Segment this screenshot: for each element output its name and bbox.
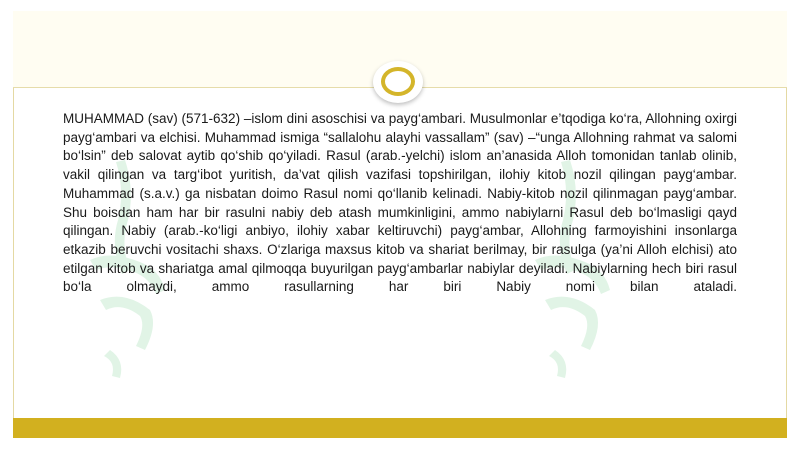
footer-accent-bar: [13, 418, 787, 438]
slide-body-text: MUHAMMAD (sav) (571-632) –islom dini asoschisi va payg‘ambari. Musulmonlar e’tqodiga ko‘ra, Allohning oxirgi payg‘ambari va elchisi. Muhammad ismiga “sallalohu alayhi vassallam” (sav) –“unga Allohning rahmat va salomi bo‘lsin” deb salovat aytib qo‘shib qo‘yiladi. Rasul (arab.-yelchi) islom an’anasida Alloh tomonidan tanlab olinib, vakil qilingan va targ‘ibot yuritish, da’vat qilish vazifasi topshirilgan, ilohiy kitob nozil qilingan payg‘ambar. Muhammad (s.a.v.) ga nisbatan doimo Rasul nomi qo‘llanib kelinadi. Nabiy-kitob nozil qilinmagan payg‘ambar. Shu boisdan ham har bir rasulni nabiy deb atash mumkinligini, ammo nabiylarni Rasul deb bo‘lmasligi qayd qilingan. Nabiy (arab.-ko‘ligi anbiyo, ilohiy xabar keltiruvchi) payg‘ambar, Allohning farmoyishini insonlarga etkazib beruvchi vositachi shaxs. O‘zlariga maxsus kitob va shariat berilmay, bir rasulga (ya’ni Alloh elchisi) ato etilgan kitob va shariatga amal qilmoqqa buyurilgan payg‘ambarlar nabiylar deyiladi. Nabiylarning hech biri rasul bo‘la olmaydi, ammo rasullarning har biri Nabiy nomi bilan ataladi.: [63, 111, 737, 295]
gold-ring-icon: [381, 67, 415, 96]
